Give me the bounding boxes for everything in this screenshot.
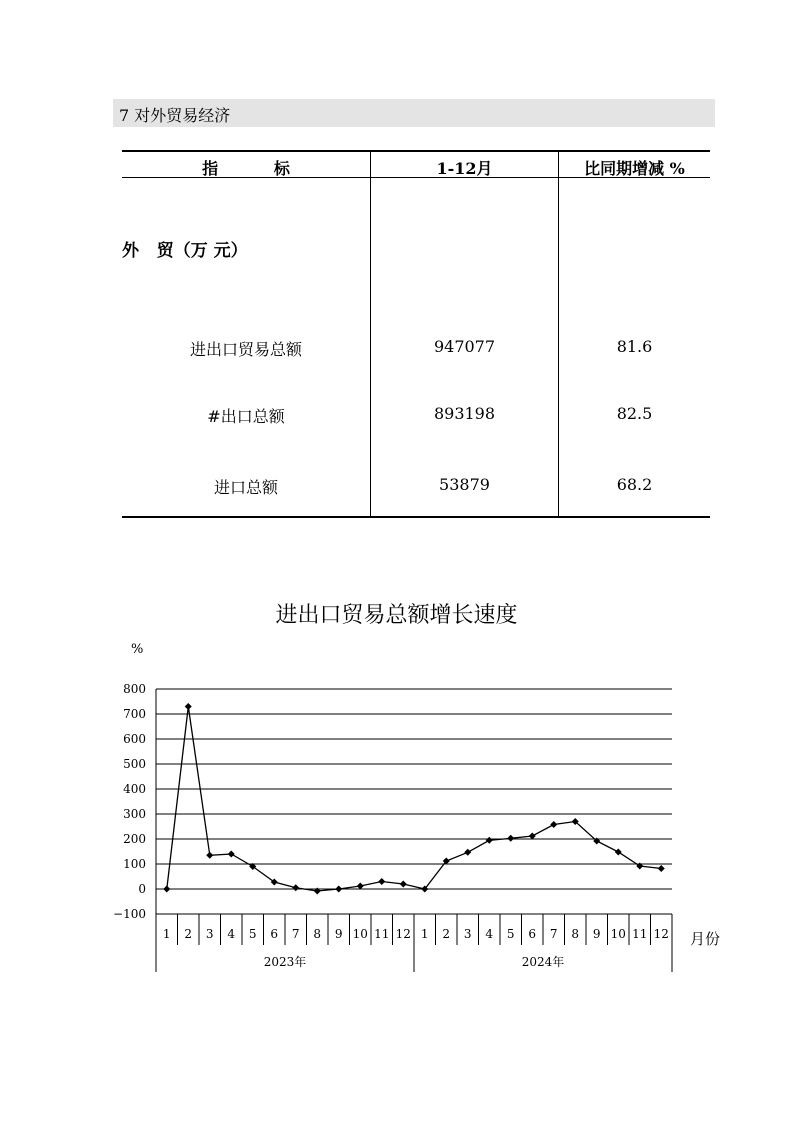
category-foreign-trade: 外 贸（万 元） xyxy=(122,241,248,261)
x-tick-label: 1 xyxy=(162,927,171,941)
row-label-total: 进出口贸易总额 xyxy=(189,340,302,359)
x-tick-label: 2 xyxy=(184,927,193,941)
table-bottom-rule xyxy=(122,516,710,518)
x-tick-label: 9 xyxy=(592,927,601,941)
x-tick-label: 9 xyxy=(334,927,343,941)
y-tick-label: 400 xyxy=(123,782,146,796)
data-point xyxy=(529,833,536,840)
x-tick-label: 1 xyxy=(420,927,429,941)
row-value-export: 893198 xyxy=(433,404,496,423)
x-tick-label: 7 xyxy=(291,927,300,941)
row-label-import: 进口总额 xyxy=(213,478,278,497)
x-tick-label: 7 xyxy=(549,927,558,941)
y-tick-label: −100 xyxy=(113,907,146,921)
x-tick-label: 4 xyxy=(485,927,494,941)
row-value-import: 53879 xyxy=(439,475,490,494)
growth-line-chart xyxy=(0,630,793,1030)
y-tick-label: 600 xyxy=(123,732,146,746)
x-tick-label: 11 xyxy=(374,927,390,941)
y-tick-label: 800 xyxy=(123,682,146,696)
x-tick-label: 5 xyxy=(506,927,515,941)
x-tick-label: 4 xyxy=(227,927,236,941)
x-axis-unit: 月份 xyxy=(690,930,721,948)
year-label: 2023年 xyxy=(263,955,307,969)
data-point xyxy=(507,835,514,842)
x-tick-label: 10 xyxy=(352,927,368,941)
header-indicator: 指 标 xyxy=(202,159,290,178)
x-tick-label: 6 xyxy=(270,927,279,941)
x-tick-label: 3 xyxy=(205,927,214,941)
y-tick-label: 500 xyxy=(123,757,146,771)
x-tick-label: 3 xyxy=(463,927,472,941)
data-point xyxy=(378,878,385,885)
x-tick-label: 12 xyxy=(653,927,669,941)
x-tick-label: 8 xyxy=(571,927,580,941)
section-header xyxy=(113,99,715,127)
x-tick-label: 12 xyxy=(395,927,411,941)
table-divider-1 xyxy=(370,150,371,518)
chart-title: 进出口贸易总额增长速度 xyxy=(275,603,518,628)
data-point xyxy=(335,886,342,893)
table-divider-2 xyxy=(558,150,559,518)
header-period: 1-12月 xyxy=(436,159,493,178)
y-tick-label: 300 xyxy=(123,807,146,821)
y-tick-label: 0 xyxy=(138,882,146,896)
row-change-total: 81.6 xyxy=(616,337,653,356)
y-tick-label: 100 xyxy=(123,857,146,871)
series-line xyxy=(167,707,662,892)
row-change-import: 68.2 xyxy=(616,475,653,494)
data-point xyxy=(185,703,192,710)
year-label: 2024年 xyxy=(521,955,565,969)
data-point xyxy=(163,886,170,893)
data-point xyxy=(658,865,665,872)
x-tick-label: 2 xyxy=(442,927,451,941)
x-tick-label: 8 xyxy=(313,927,322,941)
row-label-export: #出口总额 xyxy=(207,407,285,426)
data-point xyxy=(357,883,364,890)
y-tick-label: 200 xyxy=(123,832,146,846)
data-point xyxy=(550,821,557,828)
data-point xyxy=(292,884,299,891)
section-title: 7 对外贸易经济 xyxy=(119,106,231,125)
data-point xyxy=(464,849,471,856)
x-tick-label: 5 xyxy=(248,927,257,941)
table-top-rule xyxy=(122,150,710,152)
data-point xyxy=(206,852,213,859)
row-value-total: 947077 xyxy=(433,337,496,356)
y-tick-label: 700 xyxy=(123,707,146,721)
data-point xyxy=(228,851,235,858)
row-change-export: 82.5 xyxy=(616,404,653,423)
data-point xyxy=(486,837,493,844)
x-tick-label: 11 xyxy=(632,927,648,941)
foreign-trade-table xyxy=(122,150,710,518)
data-point xyxy=(615,849,622,856)
y-axis-unit: % xyxy=(131,642,144,657)
header-change: 比同期增减 % xyxy=(584,159,685,178)
data-point xyxy=(400,881,407,888)
x-tick-label: 6 xyxy=(528,927,537,941)
x-tick-label: 10 xyxy=(610,927,626,941)
